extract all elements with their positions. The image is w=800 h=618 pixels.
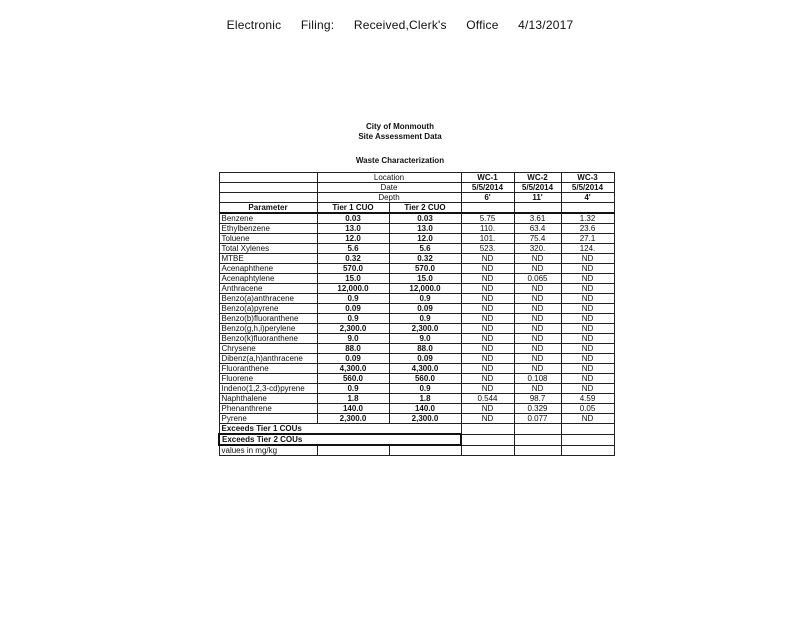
city-title: City of Monmouth	[366, 122, 434, 131]
param-cell: MTBE	[219, 254, 317, 264]
wc2-value: ND	[514, 254, 561, 264]
table-row	[219, 304, 614, 314]
param-cell: Fluorene	[219, 374, 317, 384]
wc3-value: 124.	[561, 244, 614, 254]
tier2-value: 1.8	[389, 394, 461, 404]
wc1-value: ND	[461, 334, 514, 344]
wc1-value: 523.	[461, 244, 514, 254]
wc1-value: ND	[461, 294, 514, 304]
col-wc3-header: WC-3	[561, 173, 614, 183]
param-cell: Fluoranthene	[219, 364, 317, 374]
wc2-value: 98.7	[514, 394, 561, 404]
wc1-value: ND	[461, 324, 514, 334]
wc2-value: ND	[514, 354, 561, 364]
table-row	[219, 344, 614, 354]
wc2-value: ND	[514, 384, 561, 394]
wc3-value: ND	[561, 254, 614, 264]
tier1-value: 0.9	[317, 314, 389, 324]
date-row	[219, 183, 614, 193]
wc3-value: ND	[561, 364, 614, 374]
wc3-value: ND	[561, 294, 614, 304]
blank-cell	[514, 445, 561, 456]
wc1-value: 110.	[461, 224, 514, 234]
wc3-value: 23.6	[561, 224, 614, 234]
tier1-value: 560.0	[317, 374, 389, 384]
header-office: Office	[466, 18, 499, 32]
wc1-value: ND	[461, 384, 514, 394]
wc1-value: ND	[461, 414, 514, 424]
header-electronic: Electronic	[226, 18, 282, 32]
tier1-value: 0.32	[317, 254, 389, 264]
wc2-value: 63.4	[514, 224, 561, 234]
tier1-value: 0.09	[317, 354, 389, 364]
tier1-value: 88.0	[317, 344, 389, 354]
wc2-value: ND	[514, 334, 561, 344]
param-cell: Total Xylenes	[219, 244, 317, 254]
table-row	[219, 324, 614, 334]
wc3-value: ND	[561, 344, 614, 354]
document-subtitle: Site Assessment Data	[358, 132, 442, 141]
param-cell: Pyrene	[219, 414, 317, 424]
param-cell: Benzo(a)anthracene	[219, 294, 317, 304]
legend-tier1: Exceeds Tier 1 COUs	[219, 424, 461, 435]
wc3-value: ND	[561, 304, 614, 314]
col-wc1-header: WC-1	[461, 173, 514, 183]
wc3-value: ND	[561, 314, 614, 324]
wc2-value: ND	[514, 304, 561, 314]
param-cell: Toluene	[219, 234, 317, 244]
table-row	[219, 374, 614, 384]
tier1-value: 12,000.0	[317, 284, 389, 294]
param-cell: Acenaphtylene	[219, 274, 317, 284]
tier2-value: 5.6	[389, 244, 461, 254]
wc1-value: ND	[461, 284, 514, 294]
wc2-value: ND	[514, 344, 561, 354]
wc2-value: 0.329	[514, 404, 561, 414]
param-cell: Indeno(1,2,3-cd)pyrene	[219, 384, 317, 394]
tier2-header: Tier 2 CUO	[389, 203, 461, 214]
date-label: Date	[317, 183, 461, 193]
wc2-value: 0.077	[514, 414, 561, 424]
tier2-value: 140.0	[389, 404, 461, 414]
blank-cell	[461, 424, 514, 435]
tier1-value: 570.0	[317, 264, 389, 274]
table-row	[219, 254, 614, 264]
wc1-value: ND	[461, 404, 514, 414]
filing-header	[0, 18, 800, 32]
blank-cell	[514, 203, 561, 214]
wc1-value: ND	[461, 264, 514, 274]
table-row	[219, 384, 614, 394]
table-row	[219, 314, 614, 324]
tier1-value: 2,300.0	[317, 414, 389, 424]
blank-cell	[317, 445, 389, 456]
blank-cell	[461, 445, 514, 456]
wc1-value: 5.75	[461, 213, 514, 224]
tier2-value: 0.9	[389, 384, 461, 394]
table-row	[219, 244, 614, 254]
col-wc2-header: WC-2	[514, 173, 561, 183]
wc3-value: ND	[561, 374, 614, 384]
table-row	[219, 354, 614, 364]
tier2-value: 570.0	[389, 264, 461, 274]
wc1-value: ND	[461, 274, 514, 284]
blank-cell	[561, 445, 614, 456]
wc2-value: 75.4	[514, 234, 561, 244]
wc2-value: 0.065	[514, 274, 561, 284]
param-cell: Anthracene	[219, 284, 317, 294]
wc1-value: ND	[461, 314, 514, 324]
wc3-value: 0.05	[561, 404, 614, 414]
wc2-date: 5/5/2014	[514, 183, 561, 193]
tier2-value: 12.0	[389, 234, 461, 244]
tier1-header: Tier 1 CUO	[317, 203, 389, 214]
legend-tier2-row	[219, 434, 614, 445]
blank-cell	[219, 173, 317, 183]
wc3-value: 4.59	[561, 394, 614, 404]
tier1-value: 9.0	[317, 334, 389, 344]
wc1-value: 0.544	[461, 394, 514, 404]
wc3-value: ND	[561, 414, 614, 424]
tier1-value: 0.9	[317, 384, 389, 394]
tier2-value: 0.9	[389, 314, 461, 324]
table-row	[219, 284, 614, 294]
param-cell: Ethylbenzene	[219, 224, 317, 234]
param-cell: Benzo(a)pyrene	[219, 304, 317, 314]
param-cell: Benzo(b)fluoranthene	[219, 314, 317, 324]
blank-cell	[219, 193, 317, 203]
tier2-value: 0.9	[389, 294, 461, 304]
parameter-header: Parameter	[219, 203, 317, 214]
param-cell: Chrysene	[219, 344, 317, 354]
tier1-value: 0.09	[317, 304, 389, 314]
table-row	[219, 334, 614, 344]
site-assessment-table	[218, 172, 615, 456]
wc3-value: ND	[561, 274, 614, 284]
blank-cell	[514, 434, 561, 445]
tier1-value: 0.03	[317, 213, 389, 224]
tier2-value: 0.03	[389, 213, 461, 224]
wc1-value: ND	[461, 364, 514, 374]
tier1-value: 15.0	[317, 274, 389, 284]
wc2-value: ND	[514, 294, 561, 304]
wc1-value: ND	[461, 354, 514, 364]
column-header-row	[219, 203, 614, 214]
section-title: Waste Characterization	[355, 156, 445, 165]
tier2-value: 2,300.0	[389, 414, 461, 424]
wc3-value: ND	[561, 284, 614, 294]
tier1-value: 13.0	[317, 224, 389, 234]
legend-tier1-row	[219, 424, 614, 435]
depth-row	[219, 193, 614, 203]
header-date: 4/13/2017	[518, 18, 574, 32]
wc3-value: ND	[561, 264, 614, 274]
location-row	[219, 173, 614, 183]
param-cell: Dibenz(a,h)anthracene	[219, 354, 317, 364]
wc2-value: ND	[514, 264, 561, 274]
tier2-value: 0.09	[389, 304, 461, 314]
wc3-value: 1.32	[561, 213, 614, 224]
wc3-value: ND	[561, 324, 614, 334]
header-filing: Filing:	[300, 18, 335, 32]
tier2-value: 9.0	[389, 334, 461, 344]
wc2-value: ND	[514, 284, 561, 294]
blank-cell	[561, 424, 614, 435]
tier2-value: 15.0	[389, 274, 461, 284]
param-cell: Benzo(k)fluoranthene	[219, 334, 317, 344]
table-row	[219, 234, 614, 244]
blank-cell	[461, 434, 514, 445]
wc1-value: ND	[461, 254, 514, 264]
wc1-value: ND	[461, 304, 514, 314]
header-received: Received,Clerk's	[353, 18, 447, 32]
wc3-depth: 4'	[561, 193, 614, 203]
param-cell: Benzo(g,h,i)perylene	[219, 324, 317, 334]
param-cell: Phenanthrene	[219, 404, 317, 414]
wc2-value: 3.61	[514, 213, 561, 224]
table-row	[219, 364, 614, 374]
depth-label: Depth	[317, 193, 461, 203]
tier1-value: 1.8	[317, 394, 389, 404]
wc3-value: ND	[561, 384, 614, 394]
wc3-value: ND	[561, 334, 614, 344]
table-row	[219, 394, 614, 404]
wc1-depth: 6'	[461, 193, 514, 203]
tier2-value: 4,300.0	[389, 364, 461, 374]
wc2-value: 0.108	[514, 374, 561, 384]
wc3-value: ND	[561, 354, 614, 364]
table-row	[219, 274, 614, 284]
wc3-value: 27.1	[561, 234, 614, 244]
table-row	[219, 213, 614, 224]
tier2-value: 0.32	[389, 254, 461, 264]
blank-cell	[561, 203, 614, 214]
wc1-date: 5/5/2014	[461, 183, 514, 193]
blank-cell	[389, 445, 461, 456]
location-label: Location	[317, 173, 461, 183]
wc2-value: ND	[514, 324, 561, 334]
units-note: values in mg/kg	[219, 445, 317, 456]
wc2-value: ND	[514, 314, 561, 324]
param-cell: Benzene	[219, 213, 317, 224]
tier2-value: 12,000.0	[389, 284, 461, 294]
param-cell: Naphthalene	[219, 394, 317, 404]
units-row	[219, 445, 614, 456]
table-row	[219, 294, 614, 304]
table-row	[219, 404, 614, 414]
wc3-date: 5/5/2014	[561, 183, 614, 193]
blank-cell	[561, 434, 614, 445]
tier1-value: 2,300.0	[317, 324, 389, 334]
tier2-value: 560.0	[389, 374, 461, 384]
tier2-value: 0.09	[389, 354, 461, 364]
tier2-value: 88.0	[389, 344, 461, 354]
wc1-value: ND	[461, 344, 514, 354]
table-row	[219, 414, 614, 424]
blank-cell	[461, 203, 514, 214]
blank-cell	[514, 424, 561, 435]
legend-tier2: Exceeds Tier 2 COUs	[219, 434, 461, 445]
tier2-value: 13.0	[389, 224, 461, 234]
wc2-value: 320.	[514, 244, 561, 254]
wc1-value: ND	[461, 374, 514, 384]
blank-cell	[219, 183, 317, 193]
tier2-value: 2,300.0	[389, 324, 461, 334]
wc2-value: ND	[514, 364, 561, 374]
tier1-value: 0.9	[317, 294, 389, 304]
param-cell: Acenaphthene	[219, 264, 317, 274]
tier1-value: 4,300.0	[317, 364, 389, 374]
tier1-value: 140.0	[317, 404, 389, 414]
wc2-depth: 11'	[514, 193, 561, 203]
tier1-value: 12.0	[317, 234, 389, 244]
table-row	[219, 264, 614, 274]
table-row	[219, 224, 614, 234]
tier1-value: 5.6	[317, 244, 389, 254]
wc1-value: 101.	[461, 234, 514, 244]
